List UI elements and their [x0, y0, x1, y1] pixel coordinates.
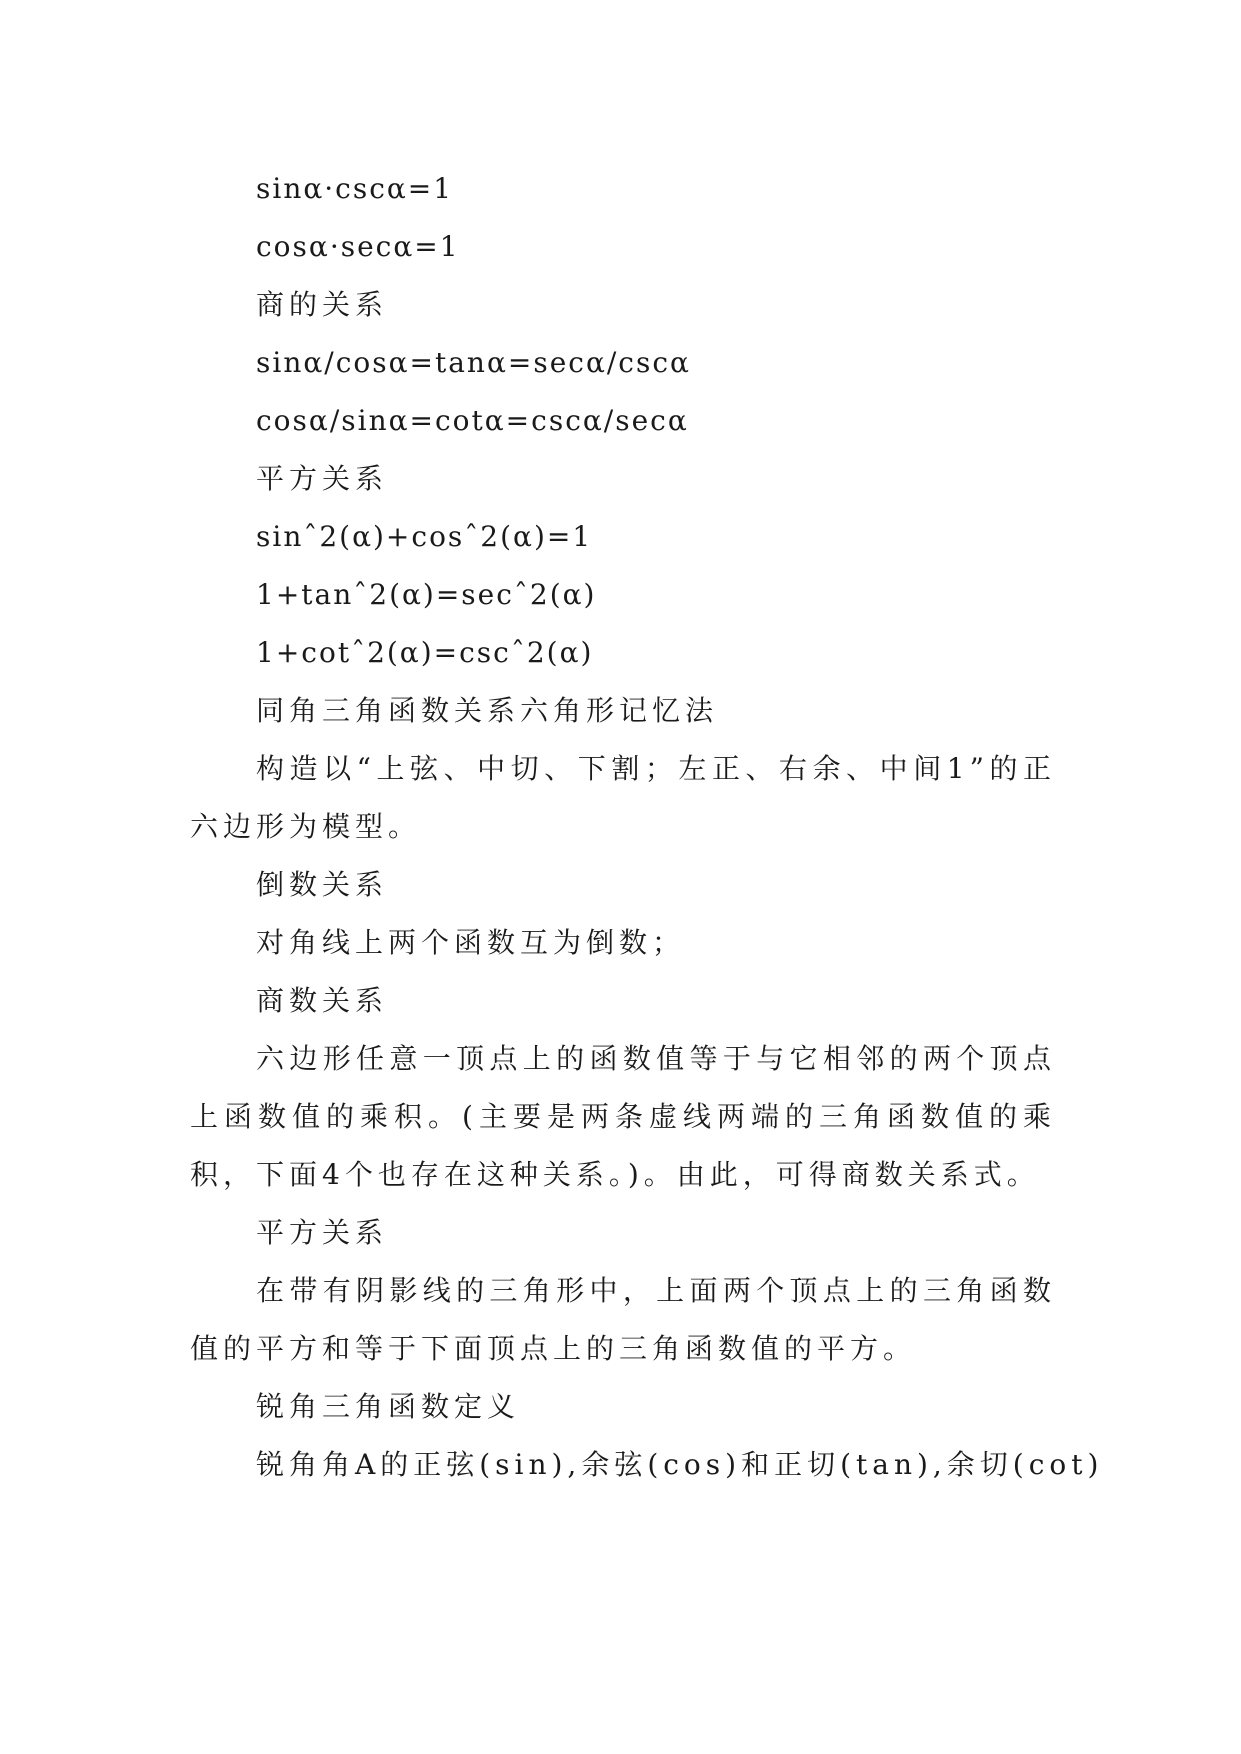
- heading-quotient-relation: 商的关系: [256, 288, 389, 321]
- paragraph-quotient: 六边形任意一顶点上的函数值等于与它相邻的两个顶点上函数值的乘积。(主要是两条虚线两端的三角函数值的乘积，下面4个也存在这种关系。)。由此，可得商数关系式。: [190, 1042, 1056, 1191]
- heading-square-relation: 平方关系: [256, 462, 389, 495]
- heading-reciprocal: 倒数关系: [256, 868, 389, 901]
- heading-quotient: 商数关系: [256, 984, 389, 1017]
- formula-quotient-tan: sinα/cosα=tanα=secα/cscα: [256, 346, 691, 379]
- document-body: [190, 160, 1104, 1494]
- heading-square: 平方关系: [256, 1216, 389, 1249]
- formula-square-sin-cos: sinˆ2(α)+cosˆ2(α)=1: [256, 520, 593, 553]
- text-reciprocal: 对角线上两个函数互为倒数；: [256, 926, 686, 959]
- text-acute-definition: 锐角角A的正弦(sin),余弦(cos)和正切(tan),余切(cot): [256, 1448, 1104, 1481]
- formula-reciprocal-cos-sec: cosα·secα=1: [256, 230, 460, 263]
- paragraph-square: 在带有阴影线的三角形中，上面两个顶点上的三角函数值的平方和等于下面顶点上的三角函数值的平方。: [190, 1274, 1056, 1365]
- paragraph-hexagon-model: 构造以“上弦、中切、下割；左正、右余、中间1”的正六边形为模型。: [190, 752, 1056, 843]
- heading-hexagon-method: 同角三角函数关系六角形记忆法: [256, 694, 719, 727]
- formula-square-cot-csc: 1+cotˆ2(α)=cscˆ2(α): [256, 636, 594, 669]
- formula-square-tan-sec: 1+tanˆ2(α)=secˆ2(α): [256, 578, 597, 611]
- heading-acute-definition: 锐角三角函数定义: [256, 1390, 521, 1423]
- formula-reciprocal-sin-csc: sinα·cscα=1: [256, 172, 454, 205]
- formula-quotient-cot: cosα/sinα=cotα=cscα/secα: [256, 404, 689, 437]
